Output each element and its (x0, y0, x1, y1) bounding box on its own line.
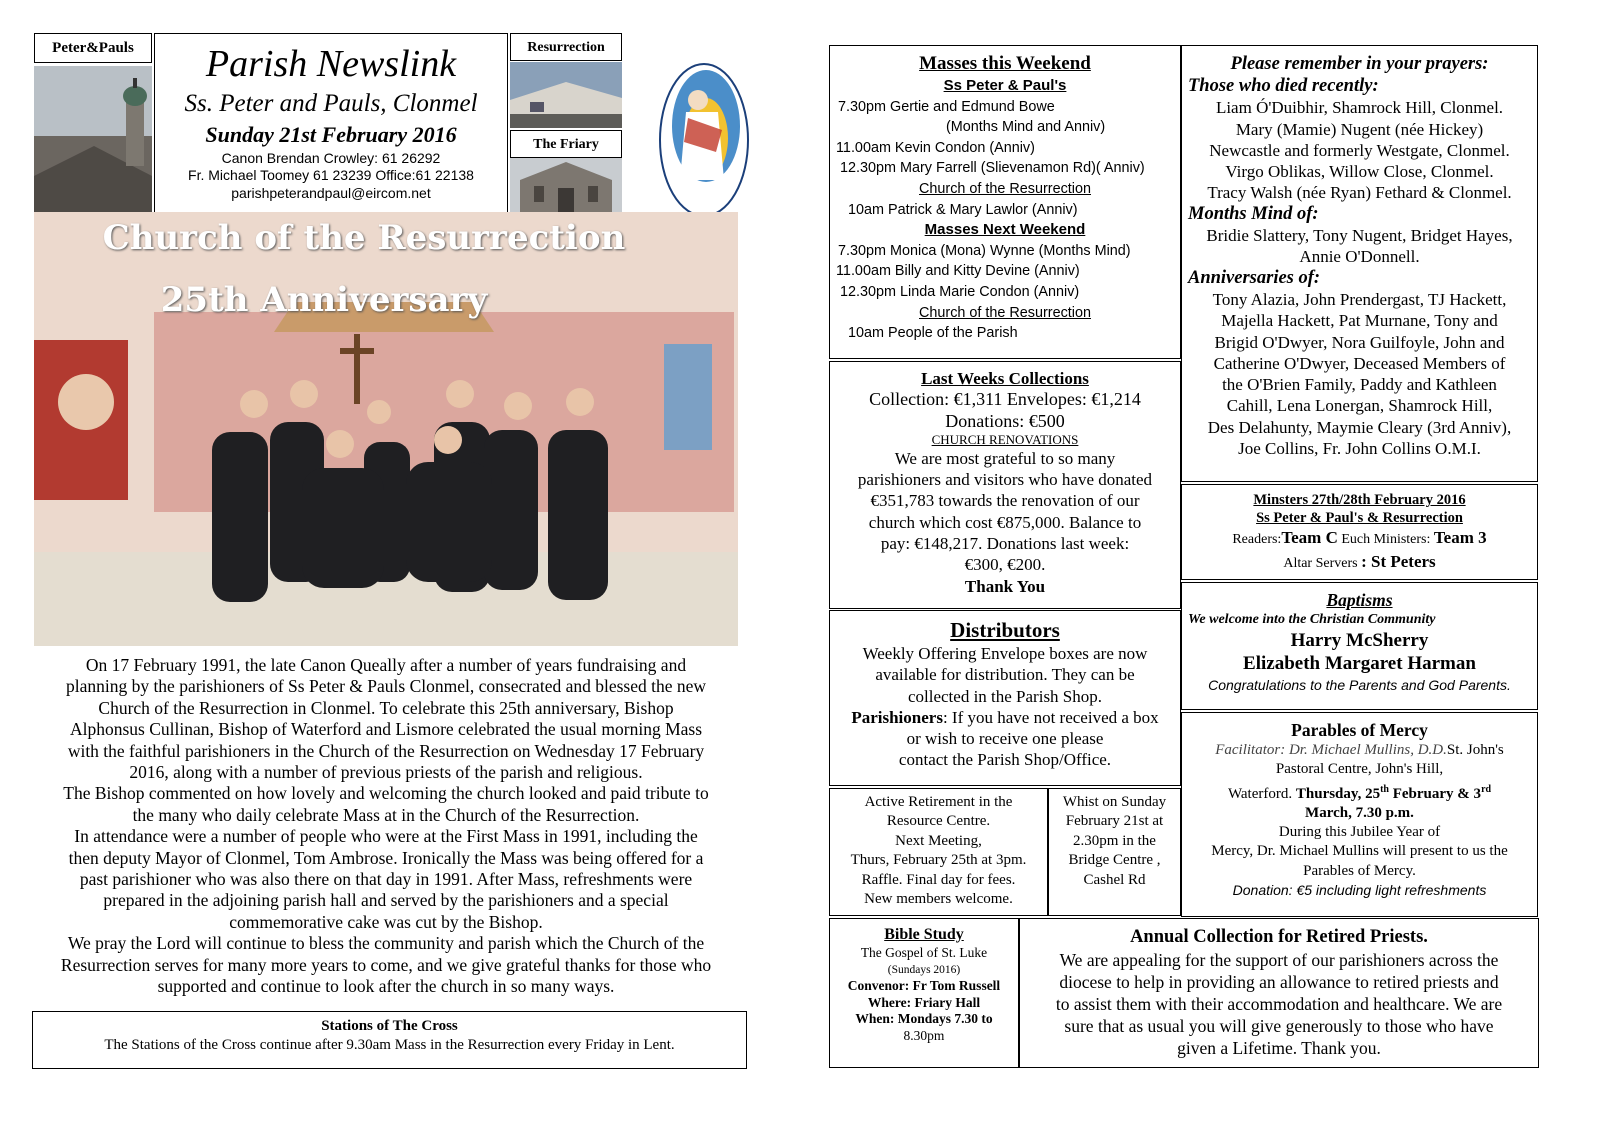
parables-line: Parables of Mercy. (1303, 862, 1416, 879)
died-line: Tracy Walsh (née Ryan) Fethard & Clonmel. (1207, 183, 1512, 203)
distributors-line: collected in the Parish Shop. (907, 686, 1103, 706)
died-line: Liam Ó'Duibhir, Shamrock Hill, Clonmel. (1215, 98, 1504, 118)
baptism-name: Harry McSherry (1290, 630, 1429, 651)
baptism-name: Elizabeth Margaret Harman (1243, 653, 1476, 674)
collections-amounts: Collection: €1,311 Envelopes: €1,214 (869, 389, 1141, 410)
died-line: Virgo Oblikas, Willow Close, Clonmel. (1225, 162, 1494, 182)
renovations-line: €300, €200. (964, 555, 1046, 575)
parables-sup: th (1380, 783, 1389, 795)
masses-sub-resurrection: Church of the Resurrection (919, 180, 1091, 197)
annual-collection-line: We are appealing for the support of our parishioners across the (1059, 950, 1499, 970)
readers-label: Readers: (1232, 532, 1282, 547)
died-line: Mary (Mamie) Nugent (née Hickey) (1235, 119, 1484, 139)
mass-line: 10am People of the Parish (848, 325, 1018, 342)
parables-city: Waterford. (1227, 785, 1296, 802)
parishioners-text: : If you have not received a box (942, 707, 1159, 727)
stations-text: The Stations of the Cross continue after 9.30am Mass in the Resurrection every Friday in Lent. (104, 1037, 675, 1053)
annual-collection-line: sure that as usual you will give generously to those who have (1064, 1016, 1494, 1036)
bible-study-line: The Gospel of St. Luke (860, 945, 988, 960)
bible-study-line: (Sundays 2016) (887, 963, 961, 976)
friary-photo (510, 158, 622, 216)
retirement-line: Next Meeting, (895, 832, 982, 849)
collections-donations: Donations: €500 (945, 410, 1065, 431)
anniversaries-line: Brigid O'Dwyer, Nora Guilfoyle, John and (1214, 332, 1505, 352)
active-retirement-box (829, 788, 1048, 916)
anniversaries-line: Des Delahunty, Maymie Cleary (3rd Anniv), (1207, 417, 1512, 437)
parables-line: During this Jubilee Year of (1278, 824, 1441, 841)
died-recently-title: Those who died recently: (1188, 76, 1379, 96)
contact-canon: Canon Brendan Crowley: 61 26292 (221, 150, 441, 166)
anniversaries-line: Cahill, Lena Lonergan, Shamrock Hill, (1226, 396, 1493, 416)
whist-line: February 21st at (1065, 813, 1164, 830)
group-photo-image (34, 212, 738, 646)
article-line: Alphonsus Cullinan, Bishop of Waterford and Lismore celebrated the usual morning Mass (69, 719, 703, 740)
distributors-line: available for distribution. They can be (875, 665, 1135, 685)
mass-line: 10am Patrick & Mary Lawlor (Anniv) (848, 201, 1078, 218)
parables-donation: Donation: €5 including light refreshments (1232, 882, 1487, 899)
prayers-title: Please remember in your prayers: (1230, 54, 1489, 74)
article-line: Church of the Resurrection in Clonmel. To celebrate this 25th anniversary, Bishop (98, 697, 674, 718)
article-line: On 17 February 1991, the late Canon Queally after a number of years fundraising and (85, 655, 687, 675)
retirement-line: New members welcome. (864, 891, 1013, 908)
article-line: prepared in the adjoining parish hall and served by the parishioners and a special (103, 890, 669, 911)
article-line: commemorative cake was cut by the Bishop. (229, 911, 543, 932)
prayers-box (1181, 45, 1538, 482)
peterpauls-label: Peter&Pauls (34, 33, 152, 63)
friary-image (510, 158, 622, 216)
whist-line: Bridge Centre , (1068, 852, 1161, 869)
euch-value: Team 3 (1433, 528, 1487, 547)
distributors-box (829, 610, 1181, 786)
parables-line: Pastoral Centre, John's Hill, (1275, 761, 1444, 778)
parables-date: Thursday, 25 (1295, 785, 1381, 802)
facilitator-venue: St. John's (1446, 742, 1504, 758)
article-line: In attendance were a number of people who were at the First Mass in 1991, including the (74, 826, 698, 847)
mass-line: 11.00am Billy and Kitty Devine (Anniv) (836, 263, 1080, 280)
distributors-line: or wish to receive one please (906, 729, 1104, 749)
bible-study-box (829, 918, 1019, 1068)
months-mind-line: Annie O'Donnell. (1299, 247, 1420, 267)
months-mind-line: Bridie Slattery, Tony Nugent, Bridget Hayes, (1206, 226, 1513, 246)
parables-box (1181, 712, 1538, 917)
article-line: planning by the parishioners of Ss Peter & Pauls Clonmel, consecrated and blessed the new (65, 676, 707, 697)
annual-collection-box (1019, 918, 1539, 1068)
retirement-line: Active Retirement in the (864, 794, 1013, 810)
whist-line: Cashel Rd (1083, 871, 1146, 888)
retirement-line: Thurs, February 25th at 3pm. (850, 852, 1027, 869)
baptisms-welcome: We welcome into the Christian Community (1188, 612, 1436, 627)
parables-line (1182, 780, 1537, 804)
parables-line: Mercy, Dr. Michael Mullins will present to us the (1211, 843, 1508, 860)
article-line: Resurrection serves for many more years to come, and we give grateful thanks for those who (60, 954, 712, 975)
stations-box (32, 1011, 747, 1069)
anniversary-article (34, 655, 738, 998)
article-line: with the faithful parishioners in the Church of the Resurrection on Wednesday 17 February (67, 740, 705, 761)
distributors-title: Distributors (950, 618, 1060, 642)
resurrection-label: Resurrection (510, 33, 622, 61)
collections-title: Last Weeks Collections (921, 369, 1089, 388)
bible-study-title: Bible Study (884, 926, 964, 943)
parishioners-lead: Parishioners (851, 707, 943, 727)
altar-label: Altar Servers (1283, 556, 1362, 571)
masses-sub-resurrection-next: Church of the Resurrection (919, 304, 1091, 321)
annual-collection-title: Annual Collection for Retired Priests. (1130, 927, 1428, 947)
renovations-line: We are most grateful to so many (894, 448, 1116, 468)
article-line: supported and continue to look after the church in so many ways. (157, 976, 615, 997)
died-line: Newcastle and formerly Westgate, Clonmel. (1209, 140, 1510, 160)
retirement-line: Raffle. Final day for fees. (861, 871, 1016, 888)
retirement-line: Resource Centre. (886, 813, 991, 830)
resurrection-image (510, 62, 622, 128)
stations-title: Stations of The Cross (321, 1018, 458, 1034)
mercy-logo-icon (626, 30, 752, 220)
peterpauls-church-photo (34, 66, 152, 212)
parables-title: Parables of Mercy (1291, 720, 1428, 740)
collections-box (829, 361, 1181, 609)
euch-label: Euch Ministers: (1337, 532, 1434, 547)
renovations-line: parishioners and visitors who have donated (857, 470, 1153, 490)
mass-line: 12.30pm Linda Marie Condon (Anniv) (840, 283, 1080, 300)
annual-collection-line: to assist them with their accommodation and healthcare. We are (1055, 994, 1503, 1014)
article-line: the many who daily celebrate Mass at in the Church of the Resurrection. (132, 804, 640, 825)
masthead (154, 33, 508, 216)
anniversaries-line: Tony Alazia, John Prendergast, TJ Hackett, (1212, 289, 1507, 309)
renovations-title: CHURCH RENOVATIONS (931, 431, 1079, 447)
banner-title: Church of the Resurrection (102, 218, 626, 258)
ministers-sub: Ss Peter & Paul's & Resurrection (1256, 510, 1463, 526)
baptisms-congrats: Congratulations to the Parents and God Parents. (1208, 677, 1511, 693)
mass-line: 7.30pm Gertie and Edmund Bowe (838, 98, 1055, 115)
baptisms-box (1181, 582, 1538, 710)
mass-line: 11.00am Kevin Condon (Anniv) (836, 139, 1035, 156)
bible-study-line: When: Mondays 7.30 to (855, 1011, 993, 1026)
altar-value: : St Peters (1361, 552, 1436, 571)
resurrection-photo (510, 62, 622, 128)
logo-motto (626, 30, 627, 31)
distributors-line: Weekly Offering Envelope boxes are now (862, 644, 1148, 663)
parables-date2: February & 3 (1388, 785, 1482, 802)
contact-email: parishpeterandpaul@eircom.net (231, 185, 431, 201)
ministers-altar (1182, 551, 1537, 575)
mass-line: (Months Mind and Anniv) (946, 119, 1106, 136)
annual-collection-line: diocese to help in providing an allowance to retired priests and (1059, 972, 1499, 992)
anniversaries-line: Majella Hackett, Pat Murnane, Tony and (1221, 311, 1498, 331)
ministers-box (1181, 484, 1538, 580)
masses-sub-sspp: Ss Peter & Paul's (943, 77, 1067, 94)
baptisms-title: Baptisms (1326, 590, 1393, 610)
whist-line: Whist on Sunday (1062, 794, 1167, 810)
distributors-line: contact the Parish Shop/Office. (898, 750, 1112, 770)
parish-name: Ss. Peter and Pauls, Clonmel (184, 90, 478, 117)
anniversaries-line: Joe Collins, Fr. John Collins O.M.I. (1238, 439, 1481, 459)
months-mind-title: Months Mind of: (1188, 203, 1319, 224)
peterpauls-church-image (34, 66, 152, 212)
anniversaries-line: Catherine O'Dwyer, Deceased Members of (1213, 353, 1506, 373)
renovations-line: €351,783 towards the renovation of our (870, 491, 1140, 511)
parables-line (1182, 741, 1537, 760)
contact-curate: Fr. Michael Toomey 61 23239 Office:61 22138 (188, 167, 474, 183)
ministers-readers (1182, 527, 1537, 551)
collections-thanks: Thank You (964, 576, 1046, 596)
facilitator: Facilitator: Dr. Michael Mullins, D.D. (1215, 742, 1447, 758)
readers-value: Team C (1281, 528, 1338, 547)
article-line: The Bishop commented on how lovely and welcoming the church looked and paid tribute to (63, 783, 709, 804)
issue-date: Sunday 21st February 2016 (205, 122, 457, 147)
article-line: past parishioner who was also there on that day in 1991. After Mass, refreshments were (79, 869, 693, 890)
jubilee-mercy-logo (626, 30, 752, 220)
mass-line: 7.30pm Monica (Mona) Wynne (Months Mind) (838, 242, 1131, 259)
parables-line: March, 7.30 p.m. (1305, 804, 1414, 821)
masses-next-title: Masses Next Weekend (924, 221, 1086, 239)
parables-sup2: rd (1481, 783, 1492, 795)
whist-box (1048, 788, 1181, 916)
masses-box (829, 45, 1181, 359)
bible-study-line: Convenor: Fr Tom Russell (847, 978, 1001, 993)
anniversary-group-photo (34, 212, 738, 646)
bible-study-line: 8.30pm (903, 1027, 945, 1043)
distributors-line (830, 707, 1180, 728)
whist-line: 2.30pm in the (1073, 832, 1156, 849)
article-line: then deputy Mayor of Clonmel, Tom Ambrose. Ironically the Mass was being offered for a (68, 847, 704, 868)
newsletter-title: Parish Newslink (205, 43, 457, 85)
article-line: We pray the Lord will continue to bless the community and parish which the Church of the (67, 933, 705, 954)
anniversaries-line: the O'Brien Family, Paddy and Kathleen (1222, 375, 1497, 395)
friary-label: The Friary (510, 130, 622, 158)
masses-title: Masses this Weekend (919, 53, 1091, 74)
renovations-line: pay: €148,217. Donations last week: (880, 534, 1130, 554)
ministers-title: Minsters 27th/28th February 2016 (1253, 492, 1466, 508)
banner-subtitle: 25th Anniversary (160, 280, 488, 320)
mass-line: 12.30pm Mary Farrell (Slievenamon Rd)( Anniv) (840, 160, 1145, 177)
renovations-line: church which cost €875,000. Balance to (868, 512, 1142, 532)
annual-collection-line: given a Lifetime. Thank you. (1177, 1038, 1381, 1058)
article-line: 2016, along with a number of previous priests of the parish and religious. (129, 762, 643, 783)
anniversaries-title: Anniversaries of: (1188, 267, 1321, 288)
bible-study-line: Where: Friary Hall (867, 994, 981, 1010)
